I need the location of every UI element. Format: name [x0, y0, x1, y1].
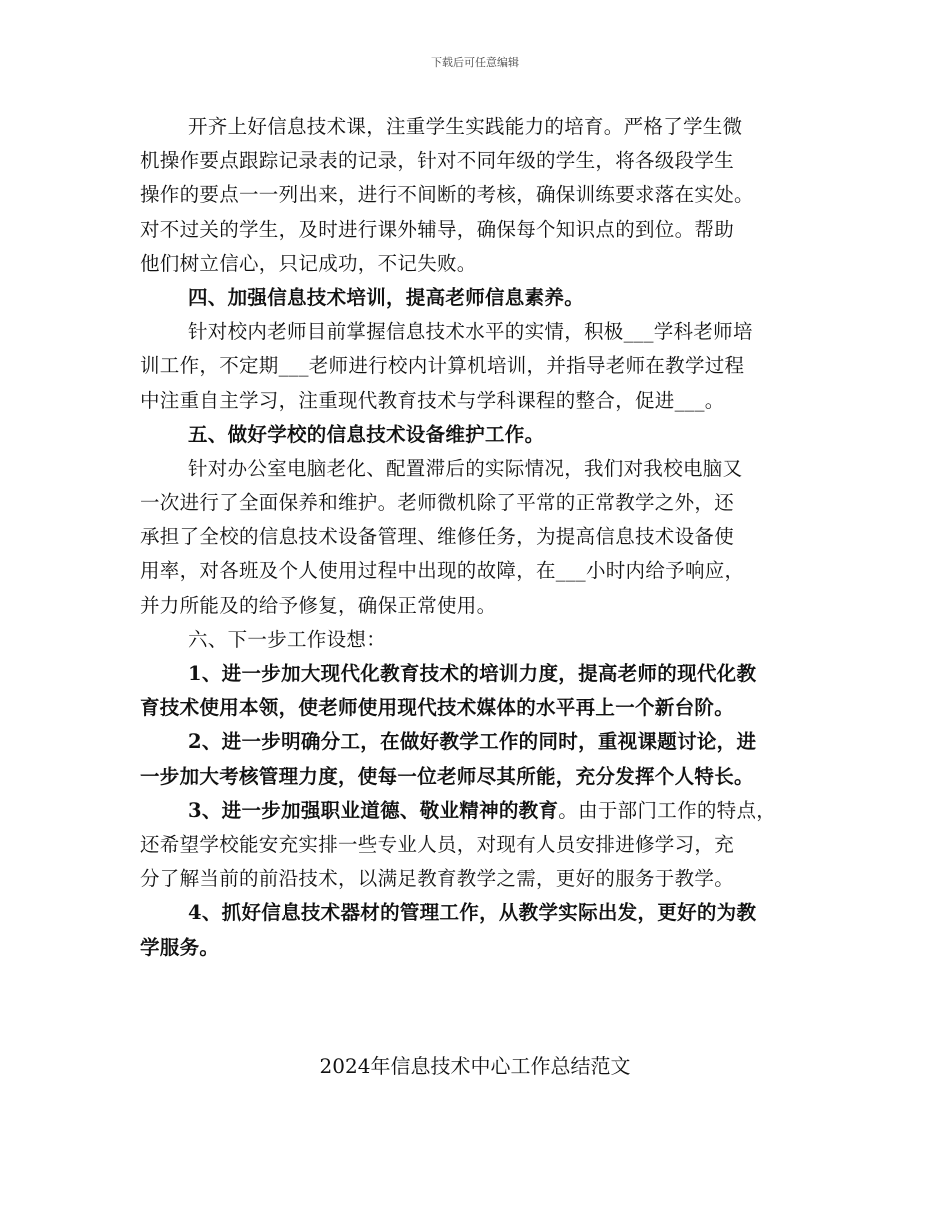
paragraph-line: 一次进行了全面保养和维护。老师微机除了平常的正常教学之外，还: [140, 491, 735, 515]
plan-item-1-line: 1、进一步加大现代化教育技术的培训力度，提高老师的现代化教: [188, 662, 757, 685]
section-heading-6: 六、下一步工作设想：: [188, 627, 387, 651]
paragraph-line: 操作的要点一一列出来，进行不间断的考核，确保训练要求落在实处。: [140, 183, 754, 207]
paragraph-line: 承担了全校的信息技术设备管理、维修任务，为提高信息技术设备使: [140, 525, 735, 549]
plan-item-2-line: 一步加大考核管理力度，使每一位老师尽其所能，充分发挥个人特长。: [140, 764, 754, 788]
plan-item-3-line: 还希望学校能安充实排一些专业人员，对现有人员安排进修学习，充: [140, 832, 735, 856]
paragraph-line: 他们树立信心，只记成功，不记失败。: [140, 251, 477, 275]
plan-item-4-line: 4、抓好信息技术器材的管理工作，从教学实际出发，更好的为教: [188, 901, 757, 925]
document-body: [140, 110, 816, 965]
paragraph-line: 并力所能及的给予修复，确保正常使用。: [140, 593, 497, 617]
paragraph-line: 开齐上好信息技术课，注重学生实践能力的培育。严格了学生微: [188, 115, 743, 138]
paragraph-line: 中注重自主学习，注重现代教育技术与学科课程的整合，促进___。: [140, 388, 725, 412]
plan-item-4-line: 学服务。: [140, 935, 220, 959]
section-heading-5: 五、做好学校的信息技术设备维护工作。: [188, 422, 545, 446]
plan-item-3-bold: 3、进一步加强职业道德、敬业精神的教育: [188, 798, 559, 822]
plan-item-3-line: 分了解当前的前沿技术，以满足教育教学之需，更好的服务于教学。: [140, 867, 735, 891]
plan-item-3-line: [140, 794, 816, 828]
paragraph-line: 用率，对各班及个人使用过程中出现的故障，在___小时内给予响应，: [140, 559, 745, 583]
paragraph-line: 机操作要点跟踪记录表的记录，针对不同年级的学生，将各级段学生: [140, 149, 735, 173]
section-heading-4: 四、加强信息技术培训，提高老师信息素养。: [188, 285, 585, 309]
page-header-note: 下载后可任意编辑: [431, 56, 519, 69]
paragraph-line: 对不过关的学生，及时进行课外辅导，确保每个知识点的到位。帮助: [140, 217, 735, 241]
paragraph-line: 针对办公室电脑老化、配置滞后的实际情况，我们对我校电脑又: [188, 456, 743, 480]
document-title: 2024年信息技术中心工作总结范文: [319, 1054, 631, 1078]
paragraph-line: 针对校内老师目前掌握信息技术水平的实情，积极___学科老师培: [188, 320, 753, 344]
plan-item-1-line: 育技术使用本领，使老师使用现代技术媒体的水平再上一个新台阶。: [140, 696, 735, 720]
plan-item-2-line: 2、进一步明确分工，在做好教学工作的同时，重视课题讨论，进: [188, 730, 757, 754]
plan-item-3-rest: 。由于部门工作的特点，: [558, 798, 777, 822]
paragraph-line: 训工作，不定期___老师进行校内计算机培训，并指导老师在教学过程: [140, 354, 745, 378]
